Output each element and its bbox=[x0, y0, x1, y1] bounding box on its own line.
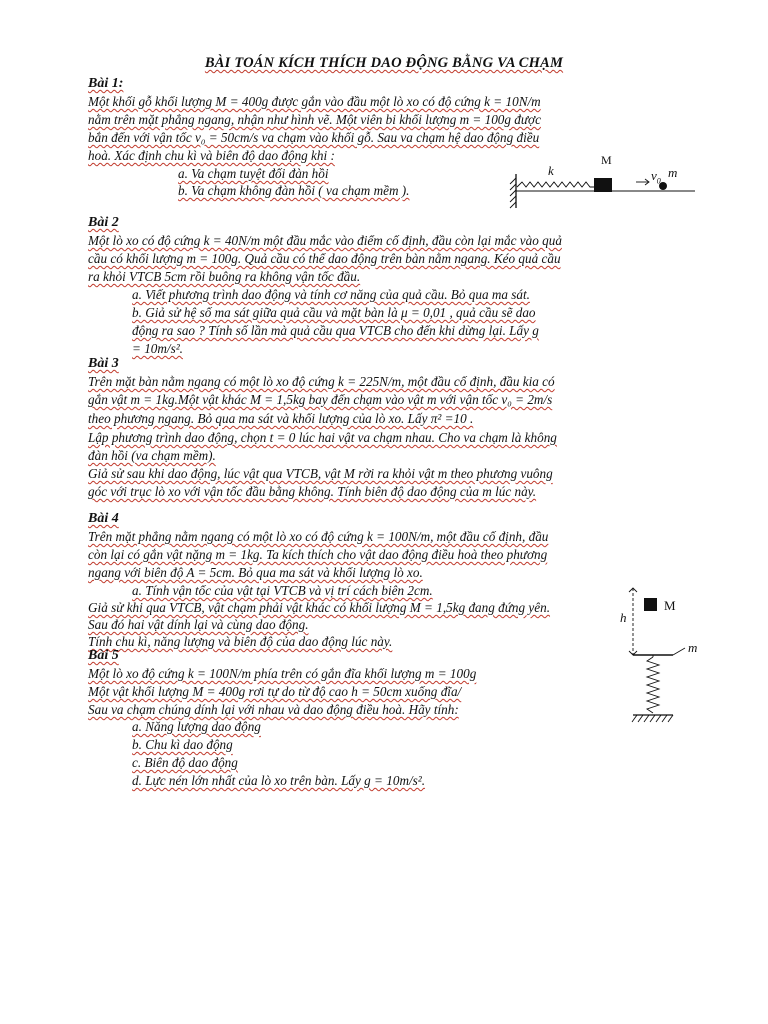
problem-3-line-1: Trên mặt bàn nằm ngang có một lò xo độ cứng k = 225N/m, một đầu cố định, đầu kia có bbox=[88, 374, 555, 389]
problem-3-line-4: Lập phương trình dao động, chọn t = 0 lúc hai vật va chạm nhau. Cho va chạm là không bbox=[88, 430, 557, 445]
problem-2-option-a: a. Viết phương trình dao động và tính cơ năng của quả cầu. Bỏ qua ma sát. bbox=[132, 287, 530, 302]
problem-5-option-b: b. Chu kì dao động bbox=[132, 737, 233, 752]
problem-4-after-2: Sau đó hai vật dính lại và cùng dao động. bbox=[88, 617, 309, 632]
problem-5-line-2: Một vật khối lượng M = 400g rơi tự do từ độ cao h = 50cm xuống đĩa/ bbox=[88, 684, 462, 699]
fig2-label-m: m bbox=[688, 640, 698, 655]
problem-2-line-2: cầu có khối lượng m = 100g. Quả cầu có thể dao động trên bàn nằm ngang. Kéo quả cầu bbox=[88, 251, 561, 266]
problem-3-line-6: Giả sử sau khi dao động, lúc vật qua VTCB, vật M rời ra khỏi vật m theo phương vuông bbox=[88, 466, 553, 481]
problem-5-line-3: Sau va chạm chúng dính lại với nhau và dao động điều hoà. Hãy tính: bbox=[88, 702, 459, 717]
problem-4-line-3: ngang với biên độ A = 5cm. Bỏ qua ma sát và khối lượng lò xo. bbox=[88, 565, 423, 580]
problem-2-line-1: Một lò xo có độ cứng k = 40N/m một đầu mắc vào điểm cố định, đầu còn lại mắc vào quả bbox=[88, 233, 562, 248]
problem-5-line-1: Một lò xo độ cứng k = 100N/m phía trên có gắn đĩa khối lượng m = 100g bbox=[88, 666, 477, 681]
problem-4-after-1: Giả sử khi qua VTCB, vật chạm phải vật khác có khối lượng M = 1,5kg đang đứng yên. bbox=[88, 600, 551, 615]
problem-4-line-2: còn lại có gắn vật nặng m = 1kg. Ta kích thích cho vật dao động điều hoà theo phương bbox=[88, 547, 548, 562]
problem-5-heading: Bài 5 bbox=[88, 648, 119, 663]
problem-5-option-c: c. Biên độ dao động bbox=[132, 755, 238, 770]
fig2-label-M: M bbox=[664, 598, 676, 613]
problem-1-option-a: a. Va chạm tuyệt đối đàn hồi bbox=[178, 166, 329, 181]
problem-5-option-a: a. Năng lượng dao động bbox=[132, 719, 261, 734]
problem-3-line-7: góc với trục lò xo với vận tốc đầu bằng không. Tính biên độ dao động của m lúc này. bbox=[88, 484, 537, 499]
block-M bbox=[594, 178, 612, 192]
block-M-vertical bbox=[644, 598, 657, 611]
document-title: BÀI TOÁN KÍCH THÍCH DAO ĐỘNG BẰNG VA CHẠM bbox=[204, 55, 564, 71]
fig1-label-M: M bbox=[601, 153, 612, 167]
fig1-label-m: m bbox=[668, 165, 678, 180]
problem-3-line-2: gắn vật m = 1kg.Một vật khác M = 1,5kg bay đến chạm vào vật m với vận tốc v₀ = 2m/s bbox=[88, 392, 553, 407]
problem-2-option-b-cont: động ra sao ? Tính số lần mà quả cầu qua VTCB cho đến khi dừng lại. Lấy g bbox=[132, 323, 539, 338]
problem-2-option-b: b. Giả sử hệ số ma sát giữa quả cầu và mặt bàn là μ = 0,01 , quả cầu sẽ dao bbox=[132, 305, 536, 320]
vertical-spring-diagram bbox=[615, 585, 698, 735]
fig1-label-k: k bbox=[548, 163, 554, 178]
fig1-label-v: $v_0$ bbox=[651, 168, 661, 186]
problem-1-heading: Bài 1: bbox=[88, 76, 124, 91]
problem-2-line-3: ra khỏi VTCB 5cm rồi buông ra không vận tốc đầu. bbox=[88, 269, 361, 284]
problem-2-option-b-end: = 10m/s². bbox=[132, 341, 183, 356]
problem-1-line-3: bắn đến với vận tốc v₀ = 50cm/s va chạm vào khối gỗ. Sau va chạm hệ dao động điều bbox=[88, 130, 540, 145]
problem-4-option-a: a. Tính vận tốc của vật tại VTCB và vị trí cách biên 2cm. bbox=[132, 583, 433, 598]
problem-3-line-5: đàn hồi (va chạm mềm). bbox=[88, 448, 216, 463]
problem-1-line-1: Một khối gỗ khối lượng M = 400g được gắn vào đầu một lò xo có độ cứng k = 10N/m bbox=[88, 94, 541, 109]
problem-3-heading: Bài 3 bbox=[88, 356, 119, 371]
fig2-label-h: h bbox=[620, 610, 627, 625]
problem-4-after-3: Tính chu kì, năng lượng và biên độ của dao động lúc này. bbox=[88, 634, 393, 649]
problem-4-heading: Bài 4 bbox=[88, 511, 119, 526]
problem-5-option-d: d. Lực nén lớn nhất của lò xo trên bàn. Lấy g = 10m/s². bbox=[132, 773, 426, 788]
problem-4-line-1: Trên mặt phẳng nằm ngang có một lò xo có độ cứng k = 100N/m, một đầu cố định, đầu bbox=[88, 529, 549, 544]
problem-1-option-b: b. Va chạm không đàn hồi ( va chạm mềm ). bbox=[178, 183, 410, 198]
problem-1-line-4: hoà. Xác định chu kì và biên độ dao động khi : bbox=[88, 148, 335, 163]
problem-2-heading: Bài 2 bbox=[88, 215, 119, 230]
problem-1-line-2: nằm trên mặt phẳng ngang, nhận như hình vẽ. Một viên bi khối lượng m = 100g được bbox=[88, 112, 541, 127]
problem-3-line-3: theo phương ngang. Bỏ qua ma sát và khối lượng của lò xo. Lấy π² =10 . bbox=[88, 411, 474, 426]
